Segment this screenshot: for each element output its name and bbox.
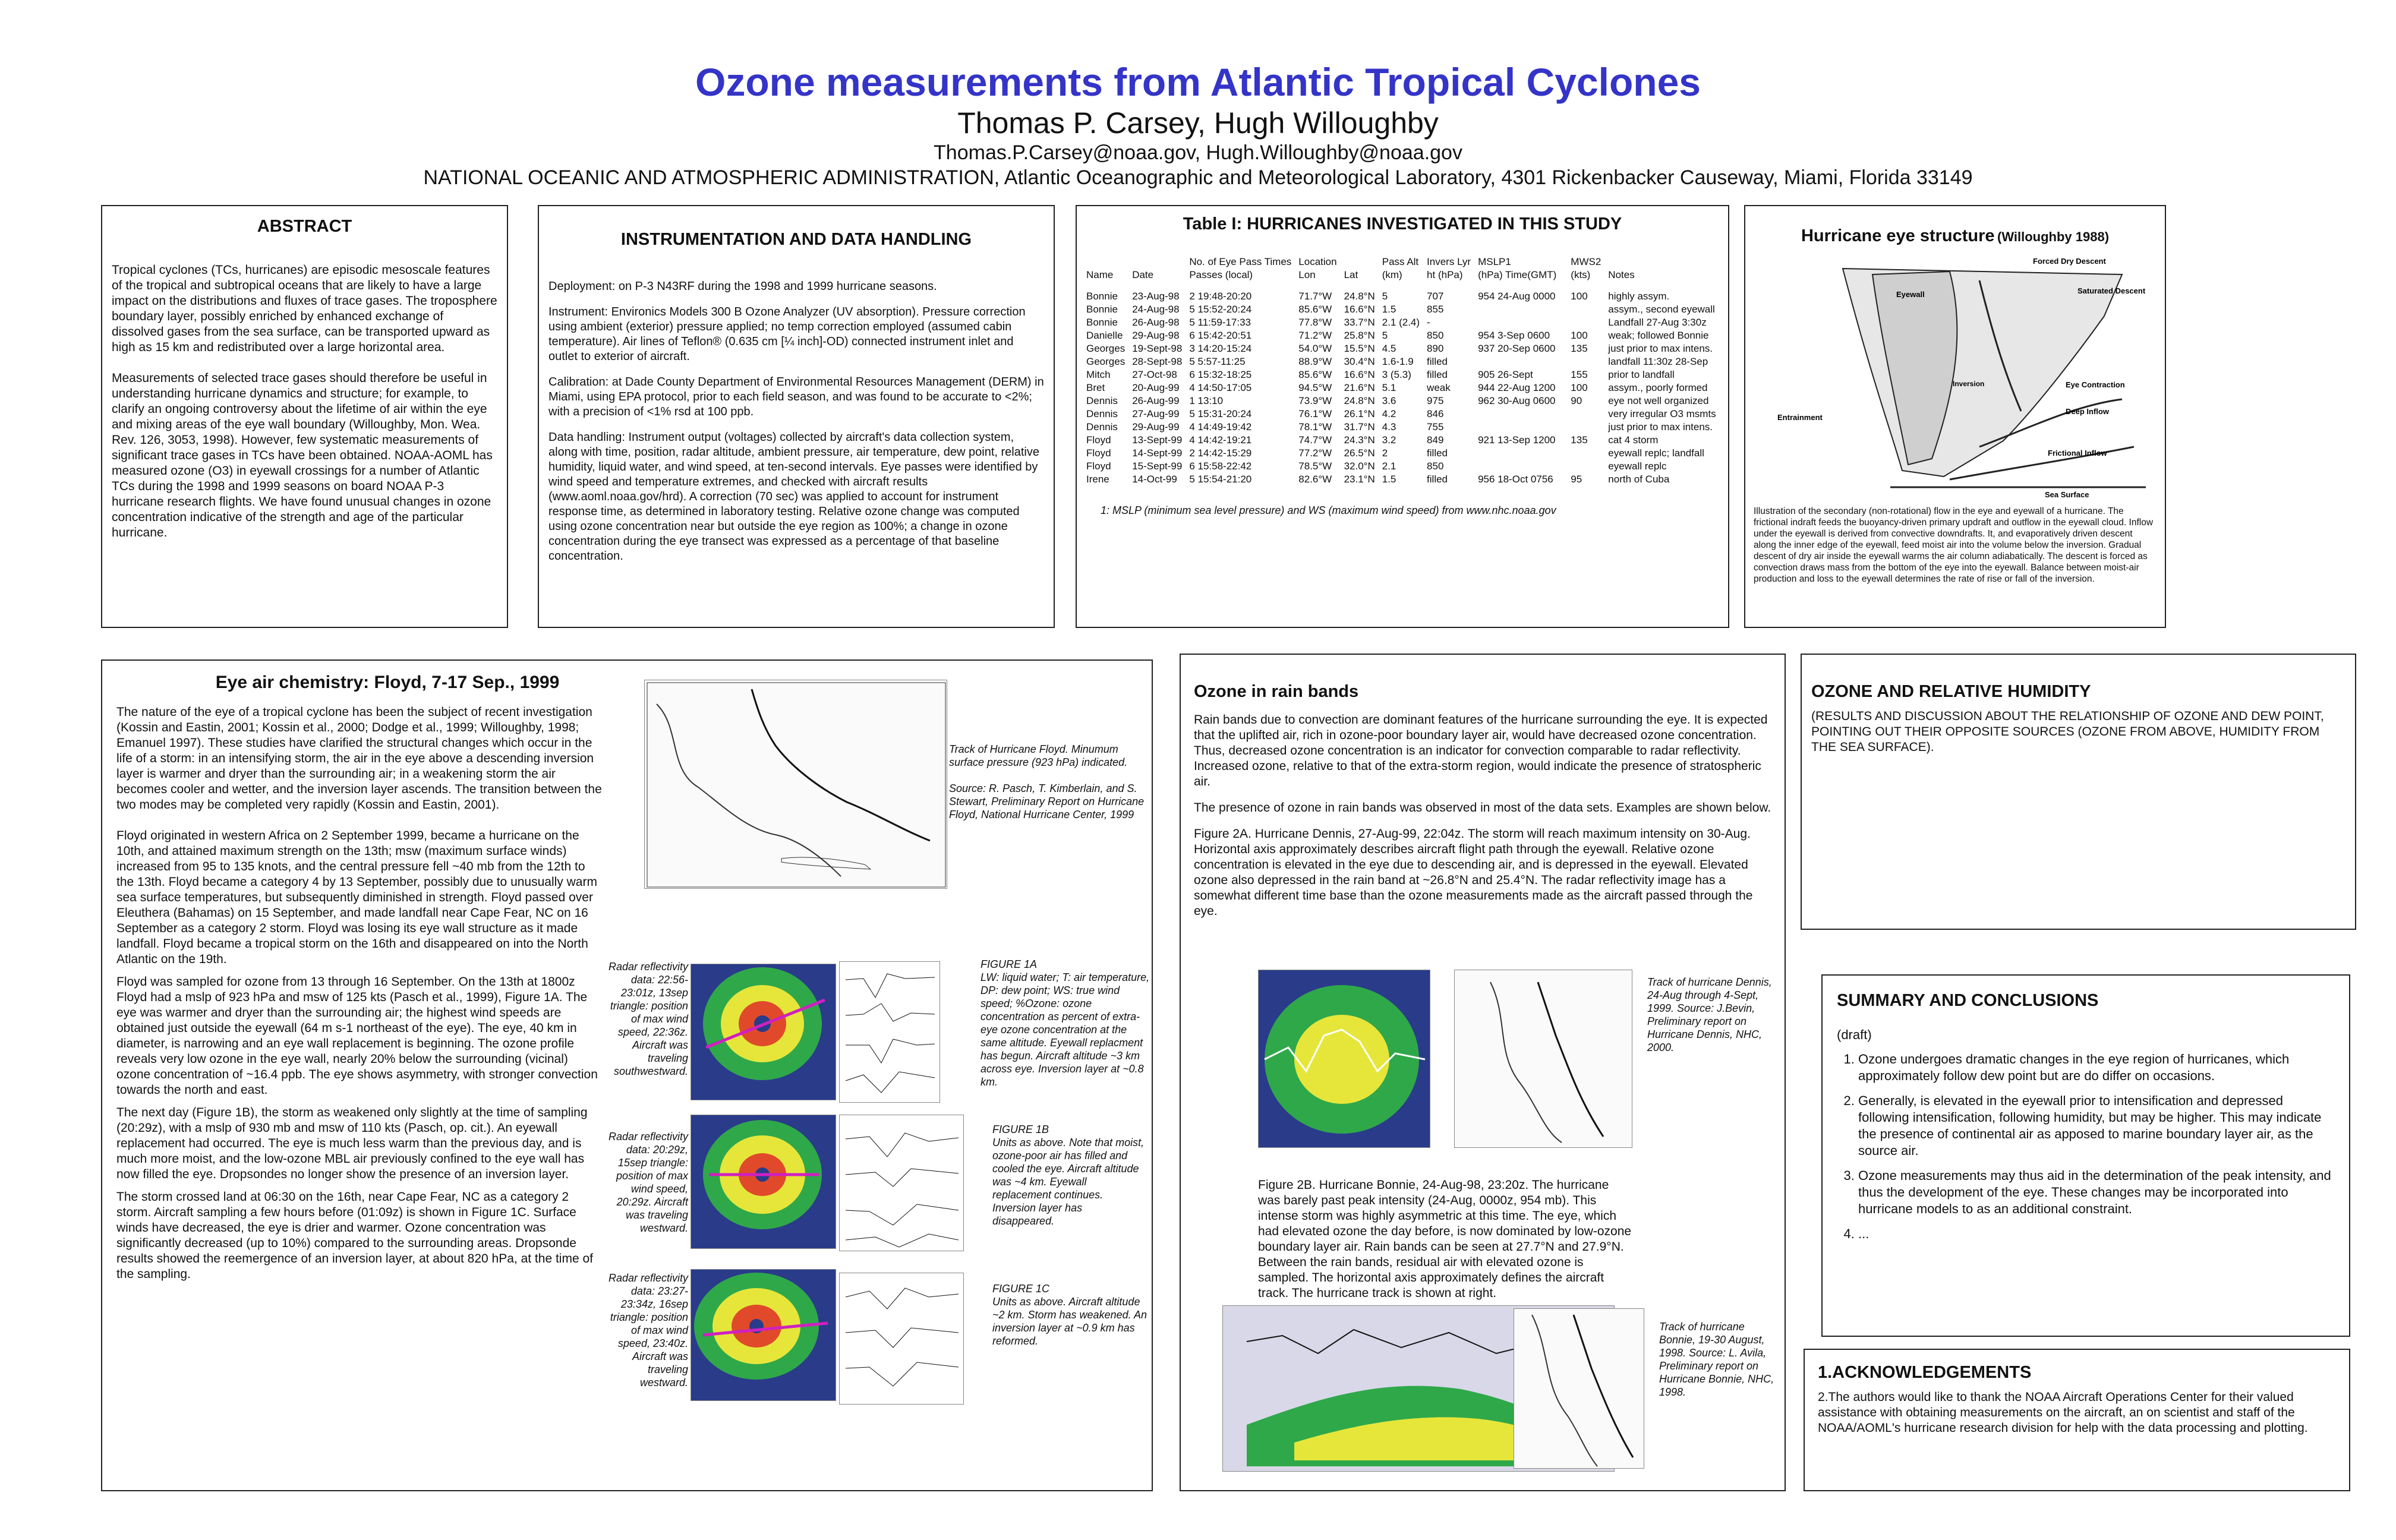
table-cell: 2 19:48-20:20 [1189,291,1252,302]
eye-structure-cite: (Willoughby 1988) [1997,229,2110,244]
table-cell: - [1427,317,1430,328]
table-cell: 6 15:42-20:51 [1189,330,1252,341]
dennis-track-svg [1455,970,1632,1148]
table-cell: Bret [1086,382,1105,393]
table-cell: 23.1°N [1344,474,1375,485]
table-cell: weak [1427,382,1451,393]
floyd-track-map [644,680,947,889]
table-cell: Floyd [1086,460,1111,472]
table-row [1083,447,1720,460]
diagram-label: Forced Dry Descent [2033,257,2106,266]
diagram-label: Inversion [1953,380,1985,388]
table-cell: 1.5 [1382,304,1396,315]
acknowledgements-panel [1804,1349,2350,1491]
table-cell: 5 15:54-21:20 [1189,474,1252,485]
radar-caption-1b: Radar reflectivity data: 20:29z, 15sep triangle: position of max wind speed, 20:29z. Aircraft was traveling westward. [608,1131,688,1234]
table-cell [1567,303,1604,316]
table-cell: 88.9°W [1298,356,1332,367]
table-cell: 82.6°W [1298,474,1332,485]
table-cell: 95 [1571,474,1582,485]
table-cell: 28-Sept-98 [1132,356,1183,367]
table-cell: 5 15:31-20:24 [1189,408,1252,419]
table-header-row [1083,255,1720,269]
table-cell: filled [1427,369,1448,380]
hurricane-table-panel [1076,205,1729,628]
radar-svg-1b [691,1115,836,1249]
poster-title: Ozone measurements from Atlantic Tropical Cyclones [695,60,1701,104]
table-cell: 135 [1571,434,1588,446]
table-cell: 78.5°W [1298,460,1332,472]
poster-header [0,0,2396,196]
floyd-panel [101,659,1153,1491]
diagram-label: Entrainment [1777,413,1823,422]
table-cell: 6 15:58-22:42 [1189,460,1252,472]
abstract-panel [101,205,508,628]
table-cell: Dennis [1086,421,1118,433]
radar-image-1c [691,1269,836,1401]
table-cell: 15.5°N [1344,343,1375,354]
table-cell: 4.2 [1382,408,1396,419]
table-header-cell [1604,255,1719,269]
instrumentation-paragraph: Calibration: at Dade County Department of Environmental Resources Management (DERM) in Miami, using EPA protocol, prior to each field season, and was found to be accurate to <2%; with a precision of <1% rsd at 100 ppb. [548,375,1044,418]
summary-title: SUMMARY AND CONCLUSIONS [1837,991,2099,1010]
table-cell: 19-Sept-98 [1132,343,1183,354]
profile-plot-1b [839,1115,964,1251]
rainbands-paragraph: Rain bands due to convection are dominant features of the hurricane surrounding the eye. It is expected that the uplifted air, rich in ozone-poor boundary layer air, would have decreased ozone concentration. Thus, decreased ozone concentration is an indicator for convection comparable to radar reflectivity. Increased ozone, relative to that of the extra-storm region, would indicate the presence of stratospheric air. [1194,713,1768,788]
table-header-cell: Location [1298,256,1337,267]
abstract-title: ABSTRACT [257,217,352,236]
table-cell: 54.0°W [1298,343,1332,354]
floyd-paragraph: Floyd was sampled for ozone from 13 through 16 September. On the 13th at 1800z Floyd had a mslp of 923 hPa and msw of 125 kts (Pasch et al., 1999), Figure 1A. The eye was warmer and dryer than the surrounding air; the highest wind speeds are obtained just outside the eyewall (64 m s-1 northeast of the eye). The eye, 40 km in diameter, is narrowing and an eye wall replacement is beginning. The ozone profile reveals very low ozone in the eye wall, nearly 20% below the surrounding (vicinal) ozone concentration of ~16.4 ppb. The eye shows asymmetry, with stronger convection towards the north and east. [116,975,598,1097]
table-cell: 27-Aug-99 [1132,408,1180,419]
table-row [1083,303,1720,316]
rainbands-title: Ozone in rain bands [1194,682,1359,701]
table-row [1083,381,1720,395]
table-cell [1474,303,1560,316]
table-header-cell: Name [1086,269,1114,280]
institution: NATIONAL OCEANIC AND ATMOSPHERIC ADMINISTRATION, Atlantic Oceanographic and Meteorological Laboratory, 4301 Rickenbacker Causeway, Miami, Florida 33149 [423,166,1973,189]
table-cell [1560,329,1567,342]
table-cell: Bonnie [1086,304,1118,315]
bonnie-track-caption: Track of hurricane Bonnie, 19-30 August, 1998. Source: L. Avila, Preliminary report on Hurricane Bonnie, NHC, 1998. [1659,1321,1774,1398]
table-cell [1474,460,1560,473]
table-cell: 855 [1427,304,1444,315]
table-header-cell [1560,255,1567,269]
radar-svg-1a [691,964,836,1100]
table-cell [1560,473,1567,486]
table-cell: Dennis [1086,408,1118,419]
table-cell: 954 24-Aug 0000 [1478,291,1556,302]
floyd-track-svg [645,680,947,889]
table-cell: 14-Sept-99 [1132,447,1183,459]
summary-panel [1821,974,2350,1337]
authors: Thomas P. Carsey, Hugh Willoughby [957,106,1439,140]
table-row [1083,408,1720,421]
table-cell: 16.6°N [1344,304,1375,315]
instrumentation-title: INSTRUMENTATION AND DATA HANDLING [620,230,972,249]
rainbands-paragraph: Figure 2A. Hurricane Dennis, 27-Aug-99, 22:04z. The storm will reach maximum intensity on 30-Aug. Horizontal axis approximately describes aircraft flight path through the eyewall. Relative ozone concentration is elevated in the eye due to descending air, and is depressed in the eyewall. Elevated ozone also depressed in the rain band at ~26.8°N and 25.4°N. The radar reflectivity image has a somewhat different time base than the ozone measurements made as the aircraft passed through the eye. [1194,827,1753,918]
table-header-cell: ht (hPa) [1427,269,1463,280]
table-cell: 85.6°W [1298,369,1332,380]
table-cell: 71.7°W [1298,291,1332,302]
table-cell: eyewall replc [1608,460,1667,472]
table-cell: 4 14:50-17:05 [1189,382,1252,393]
table-cell: 29-Aug-99 [1132,421,1180,433]
table-cell: weak; followed Bonnie [1608,330,1709,341]
diagram-label: Sea Surface [2045,490,2089,499]
table-cell [1474,421,1560,434]
table-cell: 20-Aug-99 [1132,382,1180,393]
table-cell: 962 30-Aug 0600 [1478,395,1556,406]
table-cell: 30.4°N [1344,356,1375,367]
table-cell: 3 (5.3) [1382,369,1411,380]
table-cell: Mitch [1086,369,1111,380]
table-row [1083,395,1720,408]
table-header-cell [1560,269,1567,286]
table-cell [1560,286,1567,303]
floyd-text-column [116,705,603,1282]
table-cell: 135 [1571,343,1588,354]
bonnie-track-map [1514,1308,1644,1469]
table-header-cell: Passes (local) [1189,269,1253,280]
table-cell: 2 14:42-15:29 [1189,447,1252,459]
table-cell: 24.8°N [1344,291,1375,302]
summary-draft-note: (draft) [1837,1027,1872,1042]
floyd-paragraph: The nature of the eye of a tropical cyclone has been the subject of recent investigation (Kossin and Eastin, 2001; Kossin et al., 2000; Dodge et al., 1999; Willoughby, 1998; Emanuel 1997). These studies have clarified the structural changes which occur in the life of a storm: in an intensifying storm, the air in the eye above a descending inversion layer is warmer and dryer than the surrounding air; in a weakening storm the air becomes cooler and wetter, and the inversion layer ascends. The transition between the two modes may be completed very rapidly (Kossin and Eastin, 2001). [116,705,602,812]
table-row [1083,473,1720,486]
eye-structure-diagram [1754,251,2158,500]
table-cell: 937 20-Sep 0600 [1478,343,1556,354]
rainbands-panel [1180,654,1786,1491]
floyd-paragraph: Floyd originated in western Africa on 2 September 1999, became a hurricane on the 10th, and attained maximum strength on the 13th; msw (maximum surface winds) increased from 95 to 135 knots, and the central pressure fell ~40 mb from the 12th to the 13th. Floyd became a category 4 by 13 September, possibly due to unusually warm sea surface temperatures, but subsequently diminished in strength. Floyd passed over Eleuthera (Bahamas) on 15 September, and made landfall near Cape Fear, NC on 16 September as a category 2 storm. Floyd was losing its eye wall structure as it made landfall. Floyd became a tropical storm on the 16th and disappeared on into the North Atlantic on the 19th. [116,829,597,966]
radar-image-1b [691,1115,836,1249]
table-cell: 26.1°N [1344,408,1375,419]
table-row [1083,342,1720,355]
profile-svg-1c [840,1273,964,1405]
table-cell: 2.1 (2.4) [1382,317,1420,328]
table-cell [1560,408,1567,421]
table-cell [1567,355,1604,368]
acknowledgements-text: 2.The authors would like to thank the NOAA Aircraft Operations Center for their valued assistance with obtaining measurements on the aircraft, an on scientist and staff of the NOAA/AOML's hurricane research division for help with the data processing and plotting. [1818,1390,2308,1435]
hurricane-table [1083,255,1720,486]
table-cell: 944 22-Aug 1200 [1478,382,1556,393]
dennis-track-caption: Track of hurricane Dennis, 24-Aug through 4-Sept, 1999. Source: J.Bevin, Preliminary report on Hurricane Dennis, NHC, 2000. [1647,976,1772,1053]
summary-list [1837,1051,2335,1242]
table-cell: 13-Sept-99 [1132,434,1183,446]
instrumentation-panel [538,205,1055,628]
table-cell [1560,381,1567,395]
table-cell: 24-Aug-98 [1132,304,1180,315]
table-header-cell: Notes [1608,269,1635,280]
table-header-cell [1083,255,1128,269]
table-cell: 21.6°N [1344,382,1375,393]
table-cell [1560,316,1567,329]
table-row [1083,434,1720,447]
table-cell: 73.9°W [1298,395,1332,406]
table-cell [1474,316,1560,329]
diagram-label: Saturated Descent [2077,286,2146,295]
table-header-cell: Date [1132,269,1154,280]
table-header-cell [1341,255,1379,269]
table-cell: 3.6 [1382,395,1396,406]
table-cell: 33.7°N [1344,317,1375,328]
table-cell: just prior to max intens. [1608,343,1713,354]
table-cell: 76.1°W [1298,408,1332,419]
radar-caption-1c: Radar reflectivity data: 23:27-23:34z, 16sep triangle: position of max wind speed, 23:40z. Aircraft was traveling westward. [608,1272,688,1388]
summary-item: 4. ... [1858,1226,2335,1242]
table-cell: Landfall 27-Aug 3:30z [1608,317,1707,328]
figure-1c-caption: FIGURE 1C Units as above. Aircraft altitude ~2 km. Storm has weakened. An inversion layer at ~0.9 km has reformed. [992,1283,1147,1347]
table-cell: 2.1 [1382,460,1396,472]
figure-1a-caption: FIGURE 1A LW: liquid water; T: air temperature, DP: dew point; WS: true wind speed; %Ozone: ozone concentration as percent of extra-eye ozone concentration at the same altitude. Eyewall replacment has begun. Aircraft altitude ~3 km across eye. Inversion layer at ~0.8 km. [981,958,1150,1088]
table-cell: 77.8°W [1298,317,1332,328]
ozone-humidity-panel [1801,654,2356,930]
table-cell [1567,460,1604,473]
table-cell [1560,368,1567,381]
table-cell: 5 5:57-11:25 [1189,356,1246,367]
author-emails: Thomas.P.Carsey@noaa.gov, Hugh.Willoughby@noaa.gov [934,141,1462,164]
table-cell: 4 14:42-19:21 [1189,434,1252,446]
table-cell: 74.7°W [1298,434,1332,446]
table-cell: 71.2°W [1298,330,1332,341]
table-cell [1560,434,1567,447]
table-cell: Georges [1086,343,1126,354]
table-header-cell: (kts) [1571,269,1591,280]
abstract-paragraph: Tropical cyclones (TCs, hurricanes) are episodic mesoscale features of the tropical and subtropical oceans that are likely to have a large impact on the distributions and fluxes of trace gases. The troposphere boundary layer, possibly enriched by enhanced exchange of dissolved gases from the sea surface, can be transported upward as high as 15 km and redistributed over a large horizontal area. [112,263,497,354]
table-cell: 94.5°W [1298,382,1332,393]
rainbands-paragraph: The presence of ozone in rain bands was observed in most of the data sets. Examples are shown below. [1194,801,1771,815]
table-cell: 850 [1427,330,1444,341]
table-cell: highly assym. [1608,291,1670,302]
table-cell: 24.8°N [1344,395,1375,406]
table-cell: 954 3-Sep 0600 [1478,330,1550,341]
table-cell: Floyd [1086,447,1111,459]
table-header-cell: Lat [1344,269,1358,280]
table-cell [1560,395,1567,408]
table-cell [1567,447,1604,460]
table-cell: 6 15:32-18:25 [1189,369,1252,380]
table-cell: 24.3°N [1344,434,1375,446]
table-header-cell: Pass Alt [1382,256,1419,267]
profile-svg-1a [840,962,940,1103]
acknowledgements-title: 1.ACKNOWLEDGEMENTS [1818,1363,2032,1382]
table-cell: 3.2 [1382,434,1396,446]
table-cell [1474,355,1560,368]
eye-structure-caption: Illustration of the secondary (non-rotational) flow in the eye and eyewall of a hurricane. The frictional indraft feeds the buoyancy-driven primary updraft and outflow in the eyewall cloud. Inflow under the eyewall is derived from convective downdrafts. It, and evaporatively driven descent along the inner edge of the eyewall, feed moist air into the volume below the inversion. Gradual descent of dry air inside the eyewall warms the air column adiabatically. The descent is forced as convection draws mass from the bottom of the eye into the eyewall. Balance between moist-air production and loss to the eyewall determines the rate of rise or fall of the inversion. [1754,506,2154,584]
table-cell: 846 [1427,408,1444,419]
ozone-humidity-title: OZONE AND RELATIVE HUMIDITY [1811,682,2091,701]
table-cell: 85.6°W [1298,304,1332,315]
table-cell: Irene [1086,474,1109,485]
abstract-paragraph: Measurements of selected trace gases should therefore be useful in understanding hurricane dynamics and structure; for example, to clarify an ongoing controversy about the lifetime of air within the eye and mixing areas of the eye wall boundary (Willoughby, Mon. Wea. Rev. 126, 3053, 1998). However, few systematic measurements of significant trace gases in TCs have been obtained. NOAA-AOML has measured ozone (O3) in eyewall crossings for a number of Atlantic TCs during the 1998 and 1999 seasons on board NOAA P-3 hurricane research flights. We have found unusual changes in ozone concentration indicative of the strength and age of the particular hurricane. [112,371,493,539]
table-cell: assym., second eyewall [1608,304,1715,315]
floyd-paragraph: The next day (Figure 1B), the storm as weakened only slightly at the time of sampling (20:29z), with a mslp of 930 mb and msw of 110 kts (Pasch, op. cit.). An eyewall replacement had occurred. The eye is much less warm than the previous day, and is much more moist, and the low-ozone MBL air previously confined to the eye wall has now filled the eye. Dropsondes no longer show the presence of an inversion layer. [116,1106,588,1181]
table-cell: very irregular O3 msmts [1608,408,1716,419]
table-cell [1560,355,1567,368]
rainbands-paragraph: Figure 2B. Hurricane Bonnie, 24-Aug-98, 23:20z. The hurricane was barely past peak intensity (24-Aug, 0000z, 954 mb). This intense storm was highly asymmetric at this time. The eye, which had elevated ozone the day before, is now dominated by low-ozone boundary layer air. Rain bands can be seen at 27.7°N and 27.9°N. Between the rain bands, residual air with elevated ozone is sampled. The horizontal axis approximately defines the aircraft track. The hurricane track is shown at right. [1258,1178,1632,1300]
table-cell: 26-Aug-99 [1132,395,1180,406]
table-cell: 1.6-1.9 [1382,356,1414,367]
table-cell: 921 13-Sep 1200 [1478,434,1556,446]
profile-plot-1a [839,961,940,1103]
table-cell: 90 [1571,395,1582,406]
table-cell: 26.5°N [1344,447,1375,459]
table-cell [1567,421,1604,434]
table-cell: 78.1°W [1298,421,1332,433]
profile-svg-1b [840,1115,964,1251]
eye-structure-panel [1744,205,2166,628]
table-cell: filled [1427,447,1448,459]
table-cell: 849 [1427,434,1444,446]
floyd-paragraph: The storm crossed land at 06:30 on the 16th, near Cape Fear, NC as a category 2 storm. Aircraft sampling a few hours before (01:09z) is shown in Figure 1C. Surface winds have decreased, the eye is drier and warmer. Ozone concentration was significantly decreased (up to 10%) compared to the surrounding areas. Dropsonde results showed the reemergence of an inversion layer, at about 820 hPa, at the time of the sampling. [116,1190,593,1281]
summary-item: 2. Generally, is elevated in the eyewall prior to intensification and depressed following intensification, following humidity, but may be higher. This may indicate the presence of continental air as apposed to marine boundary layer air, as the source air. [1858,1093,2335,1159]
table-row [1083,460,1720,473]
table-cell: landfall 11:30z 28-Sep [1608,356,1708,367]
table-cell: 100 [1571,382,1588,393]
table-cell: Bonnie [1086,317,1118,328]
table-cell: 850 [1427,460,1444,472]
radar-svg-1c [691,1270,836,1401]
bonnie-track-svg [1514,1309,1644,1469]
table-cell: 905 26-Sept [1478,369,1533,380]
table-cell: Danielle [1086,330,1123,341]
table-cell: 26-Aug-98 [1132,317,1180,328]
table-footnote: 1: MSLP (minimum sea level pressure) and WS (maximum wind speed) from www.nhc.noaa.gov [1101,504,1556,516]
figure-1b-caption: FIGURE 1B Units as above. Note that moist, ozone-poor air has filled and cooled the eye. Aircraft altitude was ~4 km. Eyewall replacement continues. Inversion layer has disappeared. [992,1124,1145,1227]
table-header-cell [1128,255,1186,269]
table-cell: 4.3 [1382,421,1396,433]
table-cell [1560,421,1567,434]
table-cell: 5 [1382,330,1388,341]
radar-caption-1a: Radar reflectivity data: 22:56-23:01z, 13sep triangle: position of max wind speed, 22:36z. Aircraft was traveling southwestward. [608,961,688,1077]
table-row [1083,316,1720,329]
dennis-radar-ozone-plot [1258,970,1430,1148]
dennis-track-map [1454,970,1632,1148]
table-header-cell: Lon [1298,269,1316,280]
table-row [1083,421,1720,434]
table-cell: 15-Sept-99 [1132,460,1183,472]
table-cell: 32.0°N [1344,460,1375,472]
diagram-label: Eyewall [1896,290,1925,299]
table-cell: 3 14:20-15:24 [1189,343,1252,354]
table-row [1083,329,1720,342]
instrumentation-paragraph: Instrument: Environics Models 300 B Ozone Analyzer (UV absorption). Pressure correction using ambient (exterior) pressure applied; no temp correction employed (assumed cabin temperature). Air lines of Teflon® (0.635 cm [¼ inch]-OD) connected instrument inlet and outlet to exterior of aircraft. [548,305,1026,363]
table-cell: 27-Oct-98 [1132,369,1177,380]
table-row [1083,368,1720,381]
table-cell: just prior to max intens. [1608,421,1713,433]
table-header-cell: MWS2 [1571,256,1601,267]
instrumentation-paragraph: Data handling: Instrument output (voltages) collected by aircraft's data collection system, along with time, position, radar altitude, ambient pressure, air temperature, dew point, relative humidity, liquid water, and wind speed, at ten-second intervals. Eye passes were identified by wind speed and temperature extremes, and checked with aircraft results (www.aoml.noaa.gov/hrd). A correction (70 sec) was applied to account for instrument response time, as determined in laboratory testing. Relative ozone change was computed using ozone concentration near but outside the eye region as 100%; a change in ozone concentration during the eye transect was expressed as a percentage of that baseline concentration. [548,431,1039,563]
table-header-cell: (hPa) Time(GMT) [1478,269,1557,280]
table-cell: 14-Oct-99 [1132,474,1177,485]
diagram-label: Eye Contraction [2066,380,2125,389]
eye-structure-title: Hurricane eye structure [1801,226,1995,245]
table-cell: 29-Aug-98 [1132,330,1180,341]
dennis-radar-svg [1259,970,1430,1148]
table-cell: 4 14:49-19:42 [1189,421,1252,433]
instrumentation-paragraph: Deployment: on P-3 N43RF during the 1998 and 1999 hurricane seasons. [548,280,937,293]
eye-structure-heading [1754,226,2157,246]
table-cell: north of Cuba [1608,474,1670,485]
table-cell: 956 18-Oct 0756 [1478,474,1553,485]
table-cell: 1.5 [1382,474,1396,485]
table-cell: 2 [1382,447,1388,459]
table-cell: 707 [1427,291,1444,302]
table-cell [1474,408,1560,421]
table-cell [1560,460,1567,473]
table-cell: 100 [1571,330,1588,341]
table-cell: 77.2°W [1298,447,1332,459]
table-title: Table I: HURRICANES INVESTIGATED IN THIS STUDY [1183,214,1622,233]
table-cell: 31.7°N [1344,421,1375,433]
table-cell: 1 13:10 [1189,395,1224,406]
table-cell [1560,447,1567,460]
diagram-label: Frictional Inflow [2048,449,2107,457]
table-header-cell: Invers Lyr [1427,256,1471,267]
ozone-humidity-text: (RESULTS AND DISCUSSION ABOUT THE RELATIONSHIP OF OZONE AND DEW POINT, POINTING OUT THEIR OPPOSITE SOURCES (OZONE FROM ABOVE, HUMIDITY FROM THE SEA SURFACE). [1811,709,2324,754]
table-header-cell: MSLP1 [1478,256,1511,267]
table-cell: 5 11:59-17:33 [1189,317,1251,328]
table-cell: cat 4 storm [1608,434,1659,446]
summary-item: 3. Ozone measurements may thus aid in the determination of the peak intensity, and thus the development of the eye. These changes may be incorporated into hurricane models to as an additional constraint. [1858,1167,2335,1217]
table-cell [1560,342,1567,355]
table-cell: 25.8°N [1344,330,1375,341]
table-cell [1567,408,1604,421]
table-cell: Floyd [1086,434,1111,446]
floyd-title: Eye air chemistry: Floyd, 7-17 Sep., 1999 [215,673,560,692]
table-cell: eye not well organized [1608,395,1709,406]
table-row [1083,286,1720,303]
table-cell: 755 [1427,421,1444,433]
summary-item: 1. Ozone undergoes dramatic changes in the eye region of hurricanes, which approximately follow dew point but are do differ on occasions. [1858,1051,2335,1084]
table-cell [1560,303,1567,316]
table-cell: filled [1427,474,1448,485]
table-cell: Georges [1086,356,1126,367]
table-row [1083,355,1720,368]
table-cell [1567,316,1604,329]
table-cell: assym., poorly formed [1608,382,1708,393]
floyd-track-source: Source: R. Pasch, T. Kimberlain, and S. Stewart, Preliminary Report on Hurricane Floyd, National Hurricane Center, 1999 [949,782,1145,821]
table-cell: prior to landfall [1608,369,1675,380]
table-cell: 890 [1427,343,1444,354]
coastline [657,704,841,876]
table-cell: 975 [1427,395,1444,406]
table-header-cell: No. of Eye Pass Times [1189,256,1292,267]
storm-track [752,689,930,841]
table-cell: 16.6°N [1344,369,1375,380]
table-cell [1474,447,1560,460]
table-header-cell: (km) [1382,269,1402,280]
radar-image-1a [691,964,836,1100]
table-cell: eyewall replc; landfall [1608,447,1704,459]
table-cell: 23-Aug-98 [1132,291,1180,302]
table-cell: Dennis [1086,395,1118,406]
table-cell: 100 [1571,291,1588,302]
table-header-row [1083,269,1720,286]
table-cell: 155 [1571,369,1588,380]
table-cell: filled [1427,356,1448,367]
table-cell: Bonnie [1086,291,1118,302]
profile-plot-1c [839,1273,964,1405]
diagram-label: Deep Inflow [2066,407,2109,416]
table-cell: 5.1 [1382,382,1396,393]
floyd-track-caption: Track of Hurricane Floyd. Minumum surface pressure (923 hPa) indicated. [949,743,1128,768]
table-cell: 5 [1382,291,1388,302]
table-cell: 4.5 [1382,343,1396,354]
table-cell: 5 15:52-20:24 [1189,304,1252,315]
